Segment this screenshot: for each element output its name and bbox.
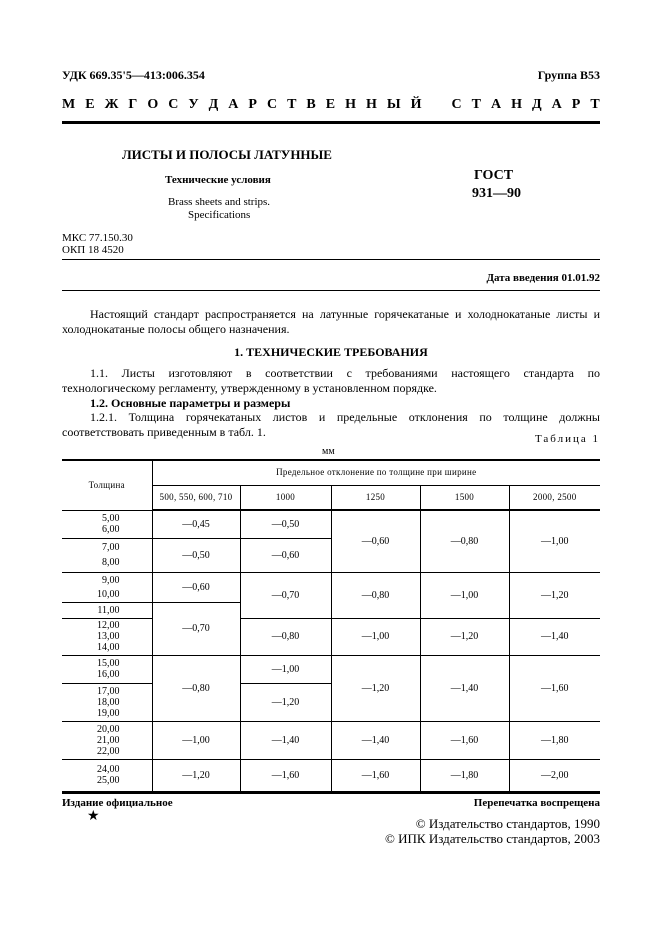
col-thickness-header: Толщина (62, 460, 152, 510)
deviation-cell: —0,60 (331, 510, 420, 572)
banner-letter: О (147, 97, 159, 112)
clause-1-2-1: 1.2.1. Толщина горячекатаных листов и предельные отклонения по толщине должны соответствовать приведенным в табл. 1. (62, 410, 600, 439)
effective-date (486, 272, 600, 284)
okp-code: ОКП 18 4520 (62, 244, 124, 256)
deviation-cell: —1,80 (420, 759, 509, 791)
star-icon: ★ (87, 809, 100, 824)
thickness-value: 22,00 (97, 745, 120, 757)
group-code: Группа В53 (537, 68, 600, 82)
width-header: 2000, 2500 (509, 485, 600, 510)
thickness-value: 14,00 (97, 642, 120, 653)
deviation-cell: —0,80 (240, 618, 331, 655)
banner-letter: Д (532, 97, 542, 112)
deviation-cell: —1,00 (509, 510, 600, 572)
banner-letter: С (168, 97, 179, 112)
header-rule (62, 121, 600, 124)
thickness-value: 10,00 (97, 588, 120, 600)
section-heading: 1. ТЕХНИЧЕСКИЕ ТРЕБОВАНИЯ (234, 345, 428, 359)
banner-letter: Й (410, 97, 422, 112)
thickness-value: 21,00 (97, 734, 120, 746)
deviation-cell: —0,70 (240, 572, 331, 618)
thickness-value: 20,00 (97, 723, 120, 735)
banner-letter: Р (571, 97, 581, 112)
footer-rule (62, 791, 600, 794)
mks-code: МКС 77.150.30 (62, 232, 133, 244)
deviation-cell: —1,20 (420, 618, 509, 655)
thickness-cell (62, 510, 152, 538)
date-rule (62, 290, 600, 291)
deviation-cell: —0,50 (240, 510, 331, 538)
banner-letter: Т (287, 97, 297, 112)
clause-1-1: 1.1. Листы изготовляют в соответствии с требованиями настоящего стандарта по технологическому регламенту, утвержденному в установленном порядке. (62, 366, 600, 395)
banner-letter: Е (325, 97, 336, 112)
width-header: 1500 (420, 485, 509, 510)
thickness-deviation-table (62, 459, 600, 792)
deviation-cell: —1,20 (152, 759, 240, 791)
deviation-cell: —1,00 (240, 655, 331, 683)
deviation-cell: —0,80 (152, 655, 240, 721)
codes-rule (62, 259, 600, 260)
reprint-notice: Перепечатка воспрещена (473, 797, 600, 809)
banner-letter: С (451, 97, 462, 112)
deviation-cell: —1,40 (509, 618, 600, 655)
banner-letter: Т (590, 97, 600, 112)
banner-letter: Н (345, 97, 356, 112)
deviation-cell: —0,60 (152, 572, 240, 602)
thickness-cell (62, 759, 152, 791)
banner-letter: Ж (104, 97, 119, 112)
thickness-value: 8,00 (102, 557, 120, 568)
thickness-value: 16,00 (97, 669, 120, 680)
deviation-cell: —2,00 (509, 759, 600, 791)
thickness-value: 17,00 (97, 685, 120, 697)
copyright-1990: © Издательство стандартов, 1990 (415, 816, 600, 831)
deviation-cell: —1,20 (509, 572, 600, 618)
thickness-value: 18,00 (97, 696, 120, 708)
thickness-cell (62, 683, 152, 721)
standard-banner (62, 97, 600, 113)
copyright-2003: © ИПК Издательство стандартов, 2003 (385, 831, 600, 846)
width-header: 1250 (331, 485, 420, 510)
width-header: 1000 (240, 485, 331, 510)
banner-letter: А (491, 97, 502, 112)
banner-letter: М (62, 97, 76, 112)
gost-number: 931—90 (472, 186, 521, 201)
document-title: ЛИСТЫ И ПОЛОСЫ ЛАТУННЫЕ (122, 147, 332, 162)
col-group-header: Предельное отклонение по толщине при ширине (152, 460, 600, 485)
english-title-line2: Specifications (188, 209, 251, 221)
banner-letter: Н (366, 97, 377, 112)
banner-letter: Н (511, 97, 523, 112)
table-caption: Таблица 1 (534, 433, 600, 445)
deviation-cell: —0,45 (152, 510, 240, 538)
intro-paragraph: Настоящий стандарт распространяется на латунные горячекатаные и холоднокатаные листы и холоднокатаные полосы общего назначения. (62, 307, 600, 336)
banner-letter: А (228, 97, 239, 112)
deviation-cell: —1,20 (240, 683, 331, 721)
document-subtitle: Технические условия (165, 174, 271, 186)
thickness-value: 9,00 (102, 574, 120, 586)
banner-letter: Т (471, 97, 481, 112)
deviation-cell: —1,40 (420, 655, 509, 721)
banner-letter: В (306, 97, 316, 112)
deviation-cell: —1,60 (509, 655, 600, 721)
thickness-value: 11,00 (97, 604, 120, 616)
thickness-value: 15,00 (97, 658, 120, 669)
thickness-value: 6,00 (102, 524, 120, 535)
table-unit: мм (322, 446, 335, 457)
banner-letter: Ы (386, 97, 401, 112)
deviation-cell: —1,00 (420, 572, 509, 618)
deviation-cell: —0,70 (152, 602, 240, 655)
width-header: 500, 550, 600, 710 (152, 485, 240, 510)
deviation-cell: —0,80 (331, 572, 420, 618)
effective-date-value: 01.01.92 (561, 272, 600, 284)
deviation-cell: —1,20 (331, 655, 420, 721)
thickness-value: 5,00 (102, 513, 120, 524)
effective-date-label: Дата введения (486, 272, 559, 284)
banner-letter: А (551, 97, 562, 112)
banner-letter: Е (85, 97, 95, 112)
thickness-cell (62, 721, 152, 759)
thickness-cell (62, 572, 152, 602)
deviation-cell: —0,50 (152, 538, 240, 572)
deviation-cell: —1,00 (331, 618, 420, 655)
thickness-cell (62, 538, 152, 572)
deviation-cell: —1,00 (152, 721, 240, 759)
deviation-cell: —0,80 (420, 510, 509, 572)
thickness-value: 25,00 (97, 775, 120, 786)
english-title-line1: Brass sheets and strips. (168, 196, 271, 208)
thickness-value: 7,00 (102, 542, 120, 553)
thickness-value: 24,00 (97, 764, 120, 775)
deviation-cell: —1,40 (331, 721, 420, 759)
deviation-cell: —1,60 (331, 759, 420, 791)
banner-letter: Д (208, 97, 219, 112)
deviation-cell: —1,60 (420, 721, 509, 759)
thickness-cell (62, 618, 152, 655)
thickness-value: 12,00 (97, 620, 120, 631)
thickness-cell (62, 602, 152, 618)
deviation-cell: —1,40 (240, 721, 331, 759)
official-edition: Издание официальное (62, 797, 173, 809)
banner-letter: У (188, 97, 199, 112)
clause-1-2: 1.2. Основные параметры и размеры (90, 396, 291, 410)
thickness-cell (62, 655, 152, 683)
banner-letter: Г (128, 97, 138, 112)
gost-label: ГОСТ (474, 168, 514, 183)
deviation-cell: —1,80 (509, 721, 600, 759)
deviation-cell: —0,60 (240, 538, 331, 572)
thickness-value: 13,00 (97, 631, 120, 642)
udk-code: УДК 669.35'5—413:006.354 (62, 68, 205, 82)
thickness-value: 19,00 (97, 707, 120, 719)
deviation-cell: —1,60 (240, 759, 331, 791)
banner-letter: Р (248, 97, 257, 112)
banner-letter: С (266, 97, 278, 112)
